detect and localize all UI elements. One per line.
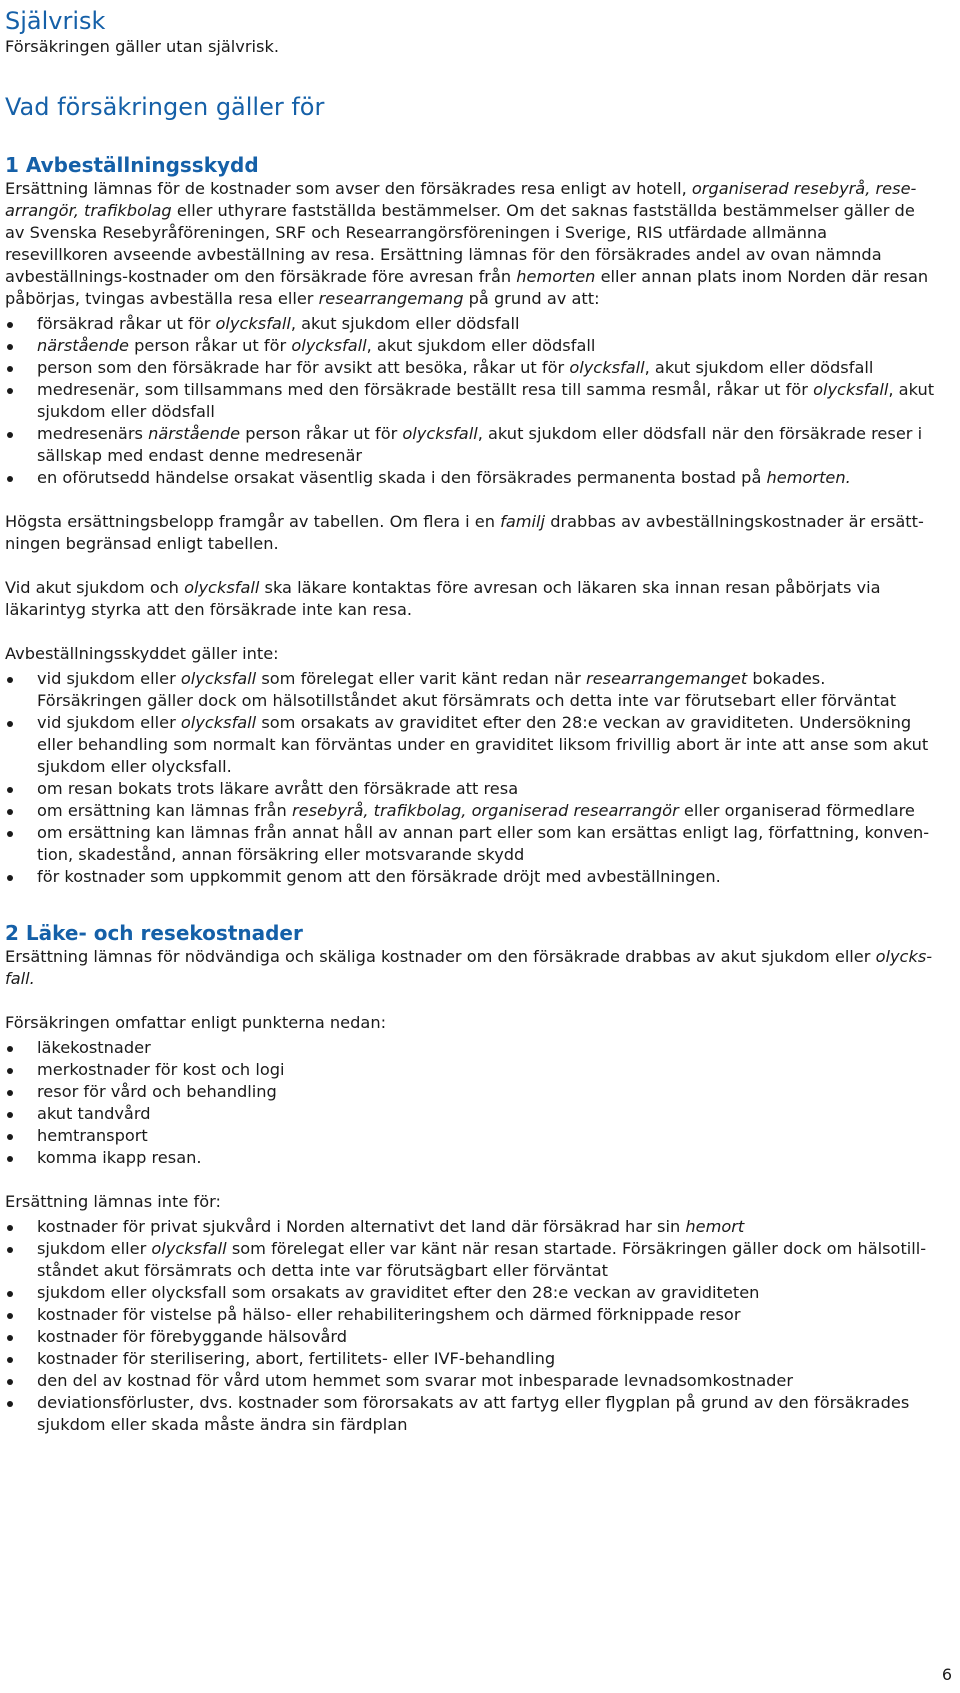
text-segment: person som den försäkrade har för avsikt att besöka, råkar ut för (37, 358, 570, 377)
list-item (5, 357, 935, 379)
page-number: 6 (941, 1665, 952, 1684)
text-segment: person råkar ut för (129, 336, 292, 355)
acute-illness-paragraph (5, 577, 935, 621)
text-segment: olycksfall (291, 336, 367, 355)
exclusions-label: Ersättning lämnas inte för: (5, 1192, 221, 1211)
not-covered-list (5, 668, 935, 888)
list-item (5, 1081, 935, 1103)
text-segment: medresenär, som tillsammans med den försäkrade beställt resa till samma resmål, råkar ut för (37, 380, 814, 399)
text-segment: eller annan plats inom Norden där resan påbörjas, tvingas avbeställa resa eller (5, 267, 929, 308)
text-segment: researrangemang (318, 289, 464, 308)
text-segment: den del av kostnad för vård utom hemmet som svarar mot inbesparade levnadsomkostnader (37, 1371, 794, 1390)
covers-label: Försäkringen omfattar enligt punkterna nedan: (5, 1013, 387, 1032)
text-segment: , akut sjukdom eller dödsfall (366, 336, 596, 355)
text-segment: organiserad resebyrå, rese-arrangör, trafikbolag (5, 179, 917, 220)
main-heading: Vad försäkringen gäller för (5, 93, 325, 121)
list-item (5, 423, 935, 467)
text-segment: deviationsförluster, dvs. kostnader som förorsakats av att fartyg eller flygplan på grund av den försäkrades sjukdom eller skada måste ändra sin färdplan (37, 1393, 910, 1434)
text-segment: om resan bokats trots läkare avrått den försäkrade att resa (37, 779, 519, 798)
text-segment: som förelegat eller varit känt redan när (256, 669, 587, 688)
text-segment: drabbas av avbeställningskostnader är ersätt-ningen begränsad enligt tabellen. (5, 512, 924, 553)
list-item (5, 1304, 935, 1326)
list-item (5, 712, 935, 778)
list-item (5, 379, 935, 423)
text-segment: komma ikapp resan. (37, 1148, 202, 1167)
list-item (5, 1059, 935, 1081)
text-segment: kostnader för sterilisering, abort, fertilitets- eller IVF-behandling (37, 1349, 556, 1368)
text-segment: kostnader för privat sjukvård i Norden alternativt det land där försäkrad har sin (37, 1217, 686, 1236)
list-item (5, 866, 935, 888)
not-covered-label: Avbeställningsskyddet gäller inte: (5, 644, 279, 663)
list-item (5, 1125, 935, 1147)
text-segment: , akut sjukdom eller dödsfall (37, 380, 935, 421)
covers-list (5, 1037, 935, 1169)
text-segment: som förelegat eller var känt när resan startade. Försäkringen gäller dock om hälsotill-ståndet akut försämrats och detta inte var förutsägbart eller förväntat (37, 1239, 927, 1280)
section-2-intro (5, 946, 935, 990)
sjalvrisk-text: Försäkringen gäller utan självrisk. (5, 37, 279, 56)
text-segment: eller uthyrare fastställda bestämmelser. Om det saknas fastställda bestämmelser gäller de av Svenska Resebyråföreningen, SRF och Researrangörsföreningen i Sverige, RIS utfärdade allmänna resevillkoren avseende avbeställning av resa. Ersättning lämnas för den försäkrades andel av ovan nämnda avbeställnings-kostnader om den försäkrade före avresan från (5, 201, 915, 286)
exclusions-list (5, 1216, 935, 1436)
text-segment: Högsta ersättningsbelopp framgår av tabellen. Om flera i en (5, 512, 501, 531)
text-segment: , akut sjukdom eller dödsfall (290, 314, 520, 333)
text-segment: vid sjukdom eller (37, 713, 181, 732)
list-item (5, 800, 935, 822)
max-amount-paragraph (5, 511, 935, 555)
list-item (5, 1216, 935, 1238)
text-segment: Ersättning lämnas för nödvändiga och skäliga kostnader om den försäkrade drabbas av akut sjukdom eller (5, 947, 876, 966)
text-segment: sjukdom eller olycksfall som orsakats av graviditet efter den 28:e veckan av graviditeten (37, 1283, 760, 1302)
text-segment: försäkrad råkar ut för (37, 314, 216, 333)
sjalvrisk-heading: Självrisk (5, 7, 106, 35)
text-segment: , akut sjukdom eller dödsfall när den försäkrade reser i sällskap med endast denne medresenär (37, 424, 923, 465)
list-item (5, 1238, 935, 1282)
text-segment: på grund av att: (463, 289, 600, 308)
list-item (5, 1348, 935, 1370)
text-segment: närstående (37, 336, 129, 355)
list-item (5, 778, 935, 800)
text-segment: olycksfall (569, 358, 645, 377)
text-segment: olycksfall (180, 669, 257, 688)
list-item (5, 1370, 935, 1392)
text-segment: kostnader för vistelse på hälso- eller rehabiliteringshem och därmed förknippade resor (37, 1305, 741, 1324)
text-segment: närstående (148, 424, 241, 443)
text-segment: resor för vård och behandling (37, 1082, 277, 1101)
text-segment: familj (500, 512, 546, 531)
text-segment: researrangemanget (586, 669, 748, 688)
text-segment: Ersättning lämnas för de kostnader som avser den försäkrades resa enligt av hotell, (5, 179, 692, 198)
text-segment: om ersättning kan lämnas från annat håll av annan part eller som kan ersättas enligt lag, författning, konven-tion, skadestånd, annan försäkring eller motsvarande skydd (37, 823, 930, 864)
text-segment: olycksfall (180, 713, 257, 732)
text-segment: , akut sjukdom eller dödsfall (644, 358, 874, 377)
text-segment: en oförutsedd händelse orsakat väsentlig skada i den försäkrades permanenta bostad på (37, 468, 767, 487)
list-item (5, 1037, 935, 1059)
text-segment: Vid akut sjukdom och (5, 578, 185, 597)
text-segment: hemorten. (766, 468, 851, 487)
text-segment: olycksfall (151, 1239, 227, 1258)
text-segment: olycksfall (813, 380, 889, 399)
text-segment: hemort (685, 1217, 745, 1236)
text-segment: bokades. Försäkringen gäller dock om hälsotillståndet akut försämrats och detta inte var förutsebart eller förväntat (37, 669, 897, 710)
text-segment: läkekostnader (37, 1038, 151, 1057)
list-item (5, 1392, 935, 1436)
text-segment: hemorten (516, 267, 596, 286)
section-1-cause-list (5, 313, 935, 489)
section-1-heading: 1 Avbeställningsskydd (5, 153, 259, 177)
text-segment: resebyrå, trafikbolag, organiserad researrangör (291, 801, 679, 820)
list-item (5, 1147, 935, 1169)
text-segment: eller organiserad förmedlare (678, 801, 915, 820)
document-page (5, 6, 935, 1436)
text-segment: hemtransport (37, 1126, 148, 1145)
text-segment: person råkar ut för (240, 424, 403, 443)
text-segment: som orsakats av graviditet efter den 28:e veckan av graviditeten. Undersökning eller behandling som normalt kan förväntas under en graviditet liksom frivillig abort är inte att anse som akut sjukdom eller olycksfall. (37, 713, 929, 776)
text-segment: olycksfall (402, 424, 478, 443)
text-segment: olycks-fall. (5, 947, 933, 988)
list-item (5, 1103, 935, 1125)
list-item (5, 822, 935, 866)
text-segment: merkostnader för kost och logi (37, 1060, 285, 1079)
text-segment: ska läkare kontaktas före avresan och läkaren ska innan resan påbörjats via läkarintyg styrka att den försäkrade inte kan resa. (5, 578, 881, 619)
text-segment: medresenärs (37, 424, 149, 443)
text-segment: akut tandvård (37, 1104, 151, 1123)
list-item (5, 335, 935, 357)
list-item (5, 1326, 935, 1348)
text-segment: sjukdom eller (37, 1239, 152, 1258)
text-segment: kostnader för förebyggande hälsovård (37, 1327, 348, 1346)
list-item (5, 467, 935, 489)
text-segment: för kostnader som uppkommit genom att den försäkrade dröjt med avbeställningen. (37, 867, 721, 886)
section-1-intro (5, 178, 935, 310)
text-segment: olycksfall (184, 578, 260, 597)
section-2-heading: 2 Läke- och resekostnader (5, 921, 303, 945)
text-segment: om ersättning kan lämnas från (37, 801, 292, 820)
text-segment: olycksfall (215, 314, 291, 333)
text-segment: vid sjukdom eller (37, 669, 181, 688)
list-item (5, 668, 935, 712)
list-item (5, 1282, 935, 1304)
list-item (5, 313, 935, 335)
